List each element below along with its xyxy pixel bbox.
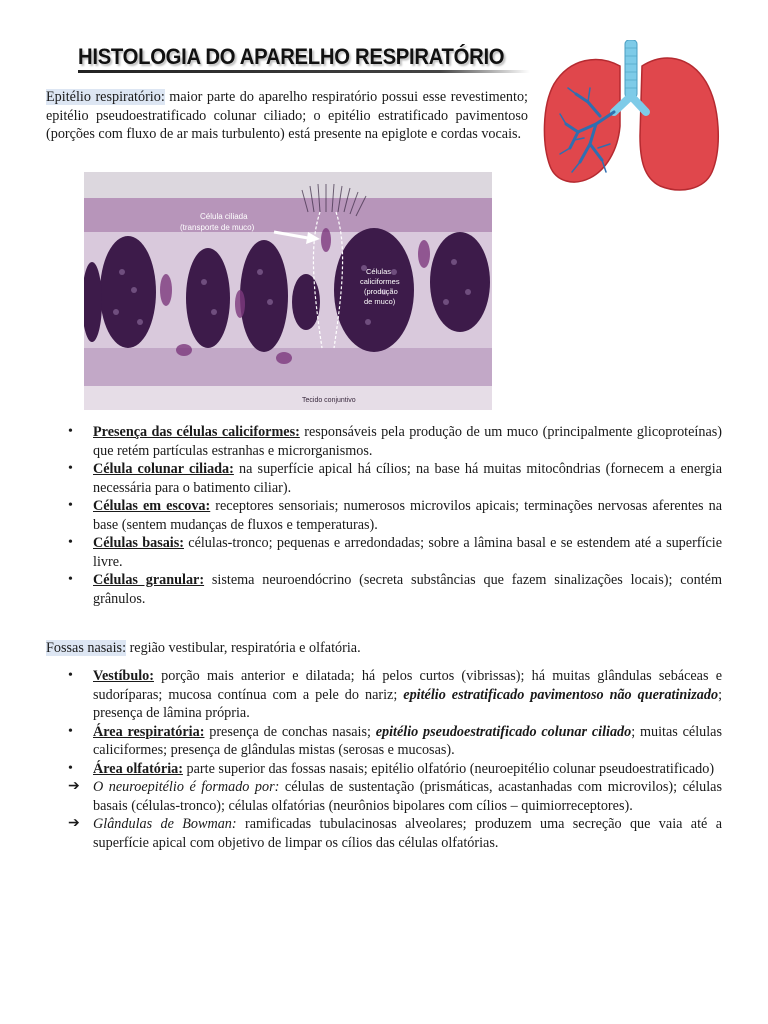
bullet-icon: • <box>68 668 73 683</box>
arrow-icon: ➔ <box>68 816 80 831</box>
bullet-icon: • <box>68 424 73 439</box>
item-lead: O neuroepitélio é formado por: <box>93 779 280 795</box>
item-text: ; presença de lâmina própria. <box>93 686 723 721</box>
bullet-icon: • <box>68 461 73 476</box>
item-label: Células granular: <box>93 572 205 588</box>
bullet-icon: • <box>68 572 73 587</box>
bullet-icon: • <box>68 760 73 776</box>
item-label: Células em escova: <box>93 498 211 514</box>
label-goblet-4: de muco) <box>364 297 396 306</box>
item-label: Célula colunar ciliada: <box>93 461 234 477</box>
item-label: Vestíbulo: <box>93 668 154 684</box>
item-lead: Glândulas de Bowman: <box>93 816 237 832</box>
item-label: Área respiratória: <box>93 723 205 740</box>
bullet-icon: • <box>68 535 73 550</box>
item-text: células-tronco; pequenas e arredondadas; sobre a lâmina basal e se estendem até a superfície livre. <box>93 535 723 570</box>
item-text: ; muitas células caliciformes; presença de glândulas mistas (serosas e mucosas). <box>93 723 722 758</box>
bullet-icon: • <box>68 723 73 739</box>
label-goblet-3: (produção <box>364 287 398 296</box>
histology-micrograph <box>84 172 492 410</box>
item-text: receptores sensoriais; numerosos microvilos apicais; terminações nervosas aferentes na base (sentem mudanças de fluxos e temperaturas). <box>93 498 722 533</box>
intro-paragraph <box>46 88 528 144</box>
bullet-icon: • <box>68 498 73 513</box>
item-text: sistema neuroendócrino (secreta substâncias que fazem sinalizações locais); contém grânulos. <box>93 572 722 607</box>
page-title: HISTOLOGIA DO APARELHO RESPIRATÓRIO <box>78 44 505 69</box>
list-item <box>46 534 722 571</box>
label-connective-tissue: Tecido conjuntivo <box>302 397 356 404</box>
label-goblet-2: caliciformes <box>360 277 400 286</box>
list-item <box>46 815 722 852</box>
nasal-paragraph <box>46 639 722 658</box>
list-item <box>46 571 722 608</box>
label-ciliated-sub: (transporte de muco) <box>180 223 255 232</box>
list-item <box>46 760 722 779</box>
lungs-icon <box>540 40 722 198</box>
arrow-icon: ➔ <box>68 779 80 794</box>
page-title-area <box>78 44 538 76</box>
intro-term: Epitélio respiratório: <box>46 89 165 105</box>
list-item <box>46 423 722 460</box>
list-item <box>46 460 722 497</box>
item-label: Área olfatória: <box>93 760 183 777</box>
nasal-text: região vestibular, respiratória e olfatória. <box>126 640 361 656</box>
item-text: células de sustentação (prismáticas, acastanhadas com microvilos); células basais (células-tronco); células olfatórias (neurônios bipolares com cílios – quimiorreceptores). <box>93 779 722 814</box>
item-label: Presença das células caliciformes: <box>93 424 300 440</box>
item-label: Células basais: <box>93 535 184 551</box>
item-emphasis: epitélio pseudoestratificado colunar ciliado <box>375 723 632 740</box>
item-text: parte superior das fossas nasais; epitélio olfatório (neuroepitélio colunar pseudoestratificado) <box>182 760 715 777</box>
label-goblet-1: Células <box>366 267 392 276</box>
list-item <box>46 723 722 760</box>
title-underline <box>78 70 530 73</box>
item-text: responsáveis pela produção de um muco (principalmente glicoproteínas) que retém partículas estranhas e microrganismos. <box>93 424 722 459</box>
nasal-regions-list <box>46 667 722 852</box>
item-text: presença de conchas nasais; <box>204 723 376 740</box>
cell-types-list <box>46 423 722 608</box>
item-text: porção mais anterior e dilatada; há pelos curtos (vibrissas); há muitas glândulas sebáceas e sudoríparas; mucosa contínua com a pele do nariz; <box>93 668 722 703</box>
intro-text: maior parte do aparelho respiratório possui esse revestimento; epitélio pseudoestratificado colunar ciliado; o epitélio estratificado pavimentoso (porções com fluxo de ar mais turbulento) está presente na epiglote e cordas vocais. <box>46 89 528 142</box>
list-item <box>46 778 722 815</box>
item-text: ramificadas tubulacinosas alveolares; produzem uma secreção que vaia até a superfície apical com objetivo de limpar os cílios das células olfatórias. <box>93 816 722 851</box>
nasal-term: Fossas nasais: <box>46 640 127 656</box>
item-text: na superfície apical há cílios; na base há muitas mitocôndrias (fornecem a energia necessária para o batimento ciliar). <box>93 461 722 496</box>
list-item <box>46 667 722 723</box>
item-emphasis: epitélio estratificado pavimentoso não queratinizado <box>403 686 719 703</box>
list-item <box>46 497 722 534</box>
label-ciliated-cell: Célula ciliada <box>200 212 248 221</box>
